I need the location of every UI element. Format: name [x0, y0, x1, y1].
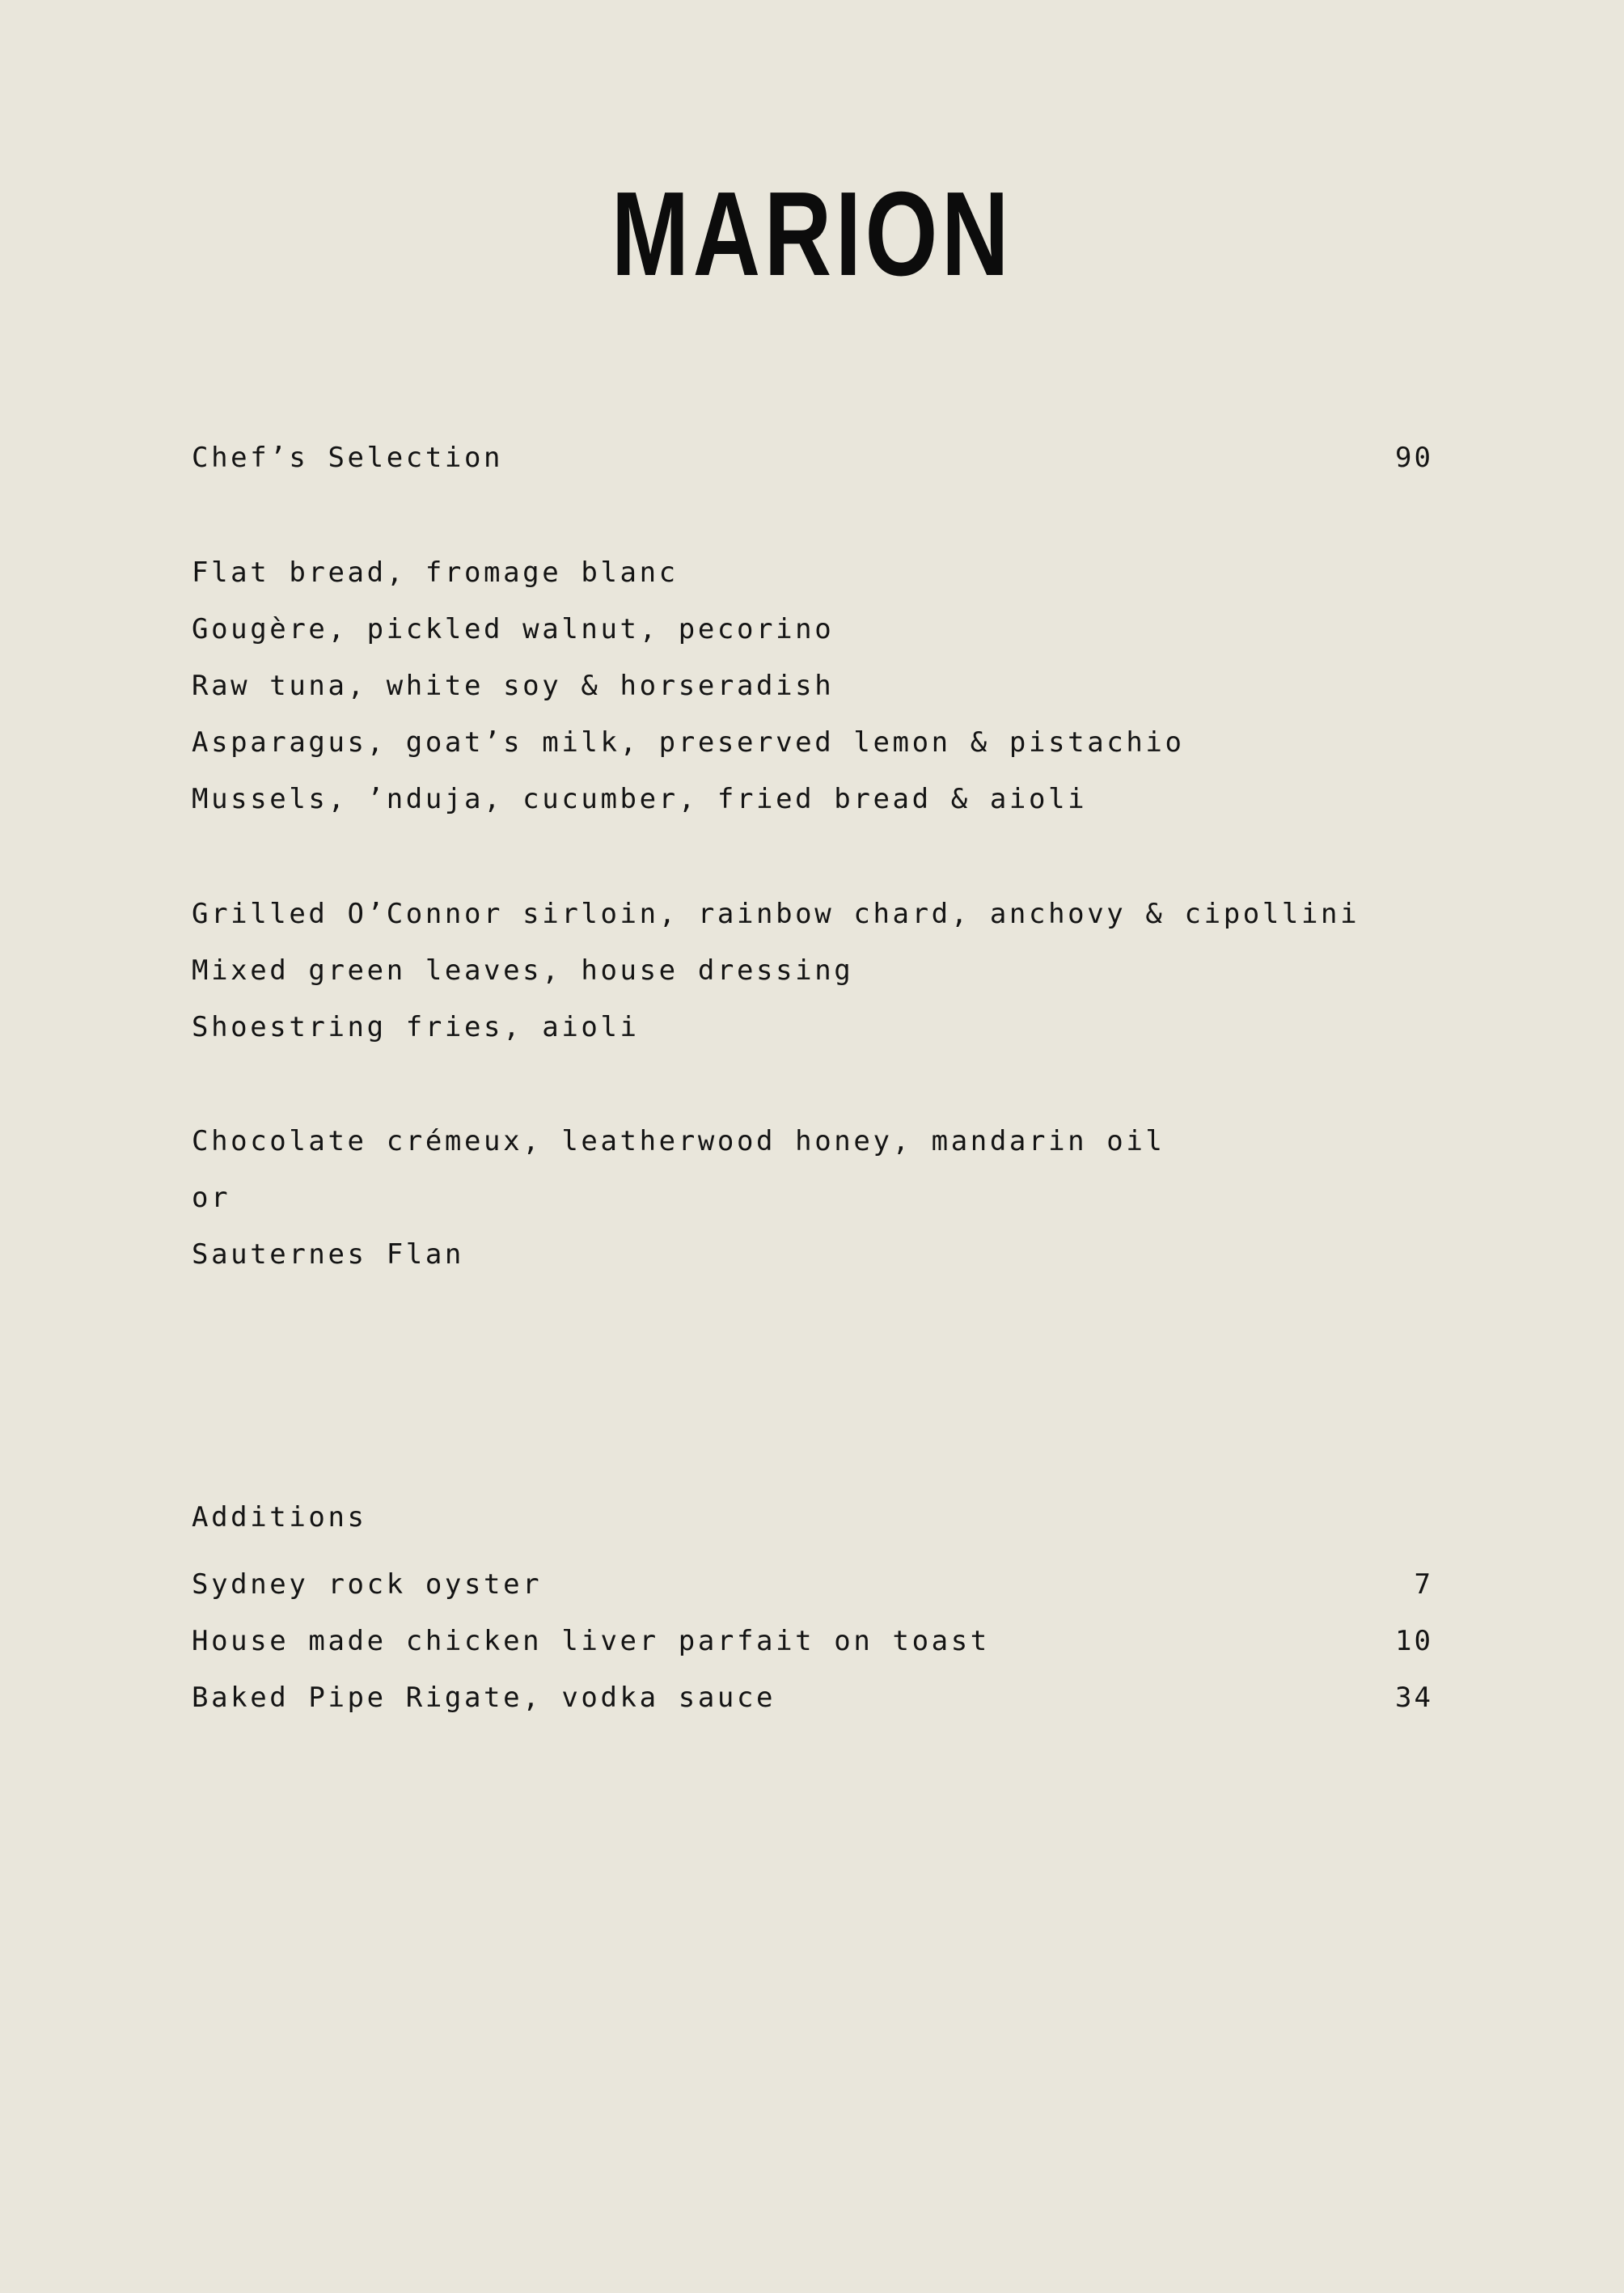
section-title: Additions	[192, 1501, 367, 1534]
menu-item	[192, 894, 1433, 934]
additions-header	[192, 1497, 1433, 1538]
menu-item-text: Sauternes Flan	[192, 1238, 464, 1271]
menu-item-text: Flat bread, fromage blanc	[192, 556, 679, 589]
addition-price: 34	[1395, 1682, 1433, 1714]
chefs-selection-header	[192, 438, 1433, 478]
menu-price: 90	[1395, 442, 1433, 474]
menu-item-text: Mussels, ’nduja, cucumber, fried bread & aioli	[192, 783, 1088, 815]
menu-item	[192, 950, 1433, 991]
addition-name: House made chicken liver parfait on toast	[192, 1625, 990, 1657]
menu-item-text: or	[192, 1182, 231, 1214]
menu-item	[192, 1007, 1433, 1047]
menu-item-text: Grilled O’Connor sirloin, rainbow chard, anchovy & cipollini	[192, 898, 1360, 930]
addition-name: Baked Pipe Rigate, vodka sauce	[192, 1682, 776, 1714]
addition-price: 7	[1414, 1568, 1433, 1601]
menu-item	[192, 666, 1433, 706]
menu-item	[192, 1234, 1433, 1275]
menu-item	[192, 722, 1433, 763]
menu-item	[192, 1121, 1433, 1161]
addition-item	[192, 1621, 1433, 1661]
menu-item	[192, 609, 1433, 649]
menu-item-separator	[192, 1178, 1433, 1218]
menu-item-text: Shoestring fries, aioli	[192, 1011, 640, 1043]
addition-name: Sydney rock oyster	[192, 1568, 543, 1601]
menu-item-text: Gougère, pickled walnut, pecorino	[192, 613, 835, 645]
menu-item-text: Mixed green leaves, house dressing	[192, 954, 854, 987]
addition-price: 10	[1395, 1625, 1433, 1657]
addition-item	[192, 1564, 1433, 1605]
addition-item	[192, 1677, 1433, 1718]
restaurant-logo: MARION	[611, 167, 1013, 301]
section-title: Chef’s Selection	[192, 442, 504, 474]
menu-item-text: Chocolate crémeux, leatherwood honey, mandarin oil	[192, 1125, 1165, 1157]
menu-item	[192, 552, 1433, 593]
menu-item-text: Asparagus, goat’s milk, preserved lemon & pistachio	[192, 726, 1185, 759]
menu-item	[192, 779, 1433, 819]
menu-item-text: Raw tuna, white soy & horseradish	[192, 670, 835, 702]
